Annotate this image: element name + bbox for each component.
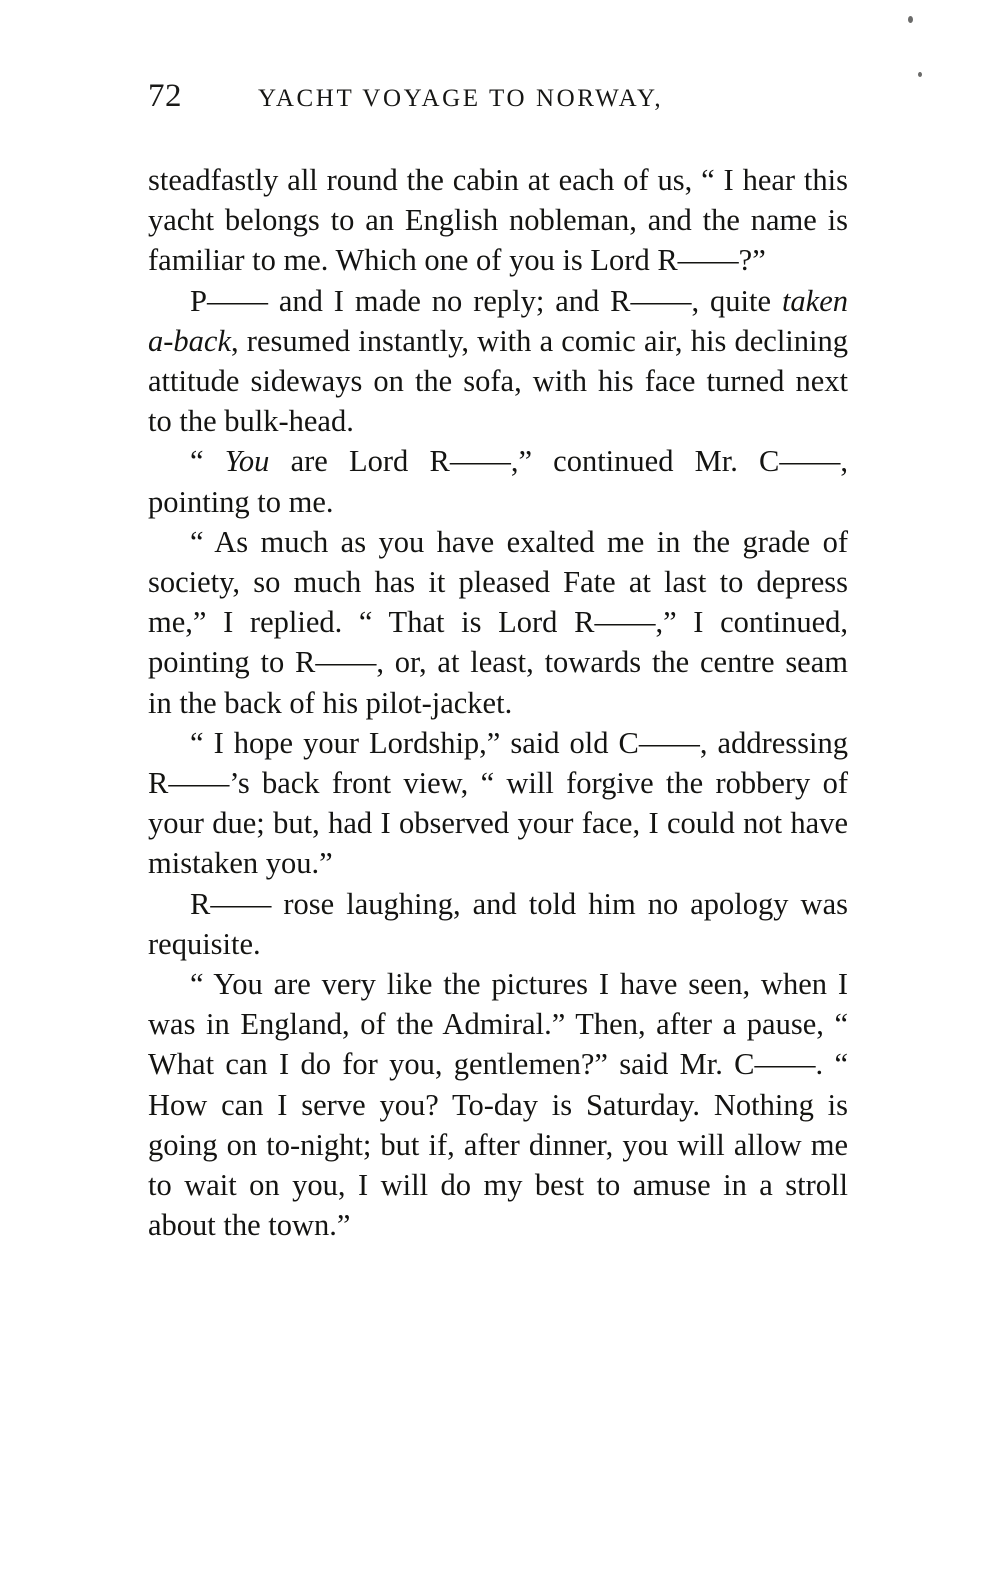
paragraph-text-segment: P—— and I made no reply; and R——, quite (190, 283, 782, 318)
page-number: 72 (148, 78, 182, 114)
page-speck (908, 16, 913, 23)
italic-phrase: You (224, 444, 270, 479)
paragraph (148, 281, 848, 442)
body-text (148, 160, 848, 1245)
paragraph (148, 441, 848, 521)
paragraph: steadfastly all round the cabin at each of us, “ I hear this yacht belongs to an English nobleman, and the name is familiar to me. Which one of you is Lord R——?” (148, 163, 848, 278)
running-title: YACHT VOYAGE TO NORWAY, (258, 85, 664, 112)
italic-phrase: taken a-back (148, 283, 848, 358)
paragraph: “ As much as you have exalted me in the grade of society, so much has it pleased Fate at last to depress me,” I replied. “ That is Lord R——,” I continued, pointing to R——, or, at least, towards the centre seam in the back of his pilot-jacket. (148, 524, 848, 720)
paragraph: R—— rose laughing, and told him no apology was requisite. (148, 886, 848, 961)
paragraph-text-segment: “ (190, 444, 225, 479)
paragraph: “ I hope your Lordship,” said old C——, addressing R——’s back front view, “ will forgive the robbery of your due; but, had I observed your face, I could not have mistaken you.” (148, 725, 848, 881)
paragraph-text-segment: are Lord R——,” continued Mr. C——, pointing to me. (148, 444, 849, 519)
page-header (148, 78, 852, 118)
paragraph: “ You are very like the pictures I have seen, when I was in England, of the Admiral.” Then, after a pause, “ What can I do for you, gentlemen?” said Mr. C——. “ How can I serve you? To-day is Saturday. Nothing is going on to-night; but if, after dinner, you will allow me to wait on you, I will do my best to amuse in a stroll about the town.” (148, 967, 848, 1243)
page-speck (918, 72, 922, 77)
paragraph-text-segment: , resumed instantly, with a comic air, his declining attitude sideways on the sofa, with his face turned next to the bulk-head. (148, 323, 848, 439)
